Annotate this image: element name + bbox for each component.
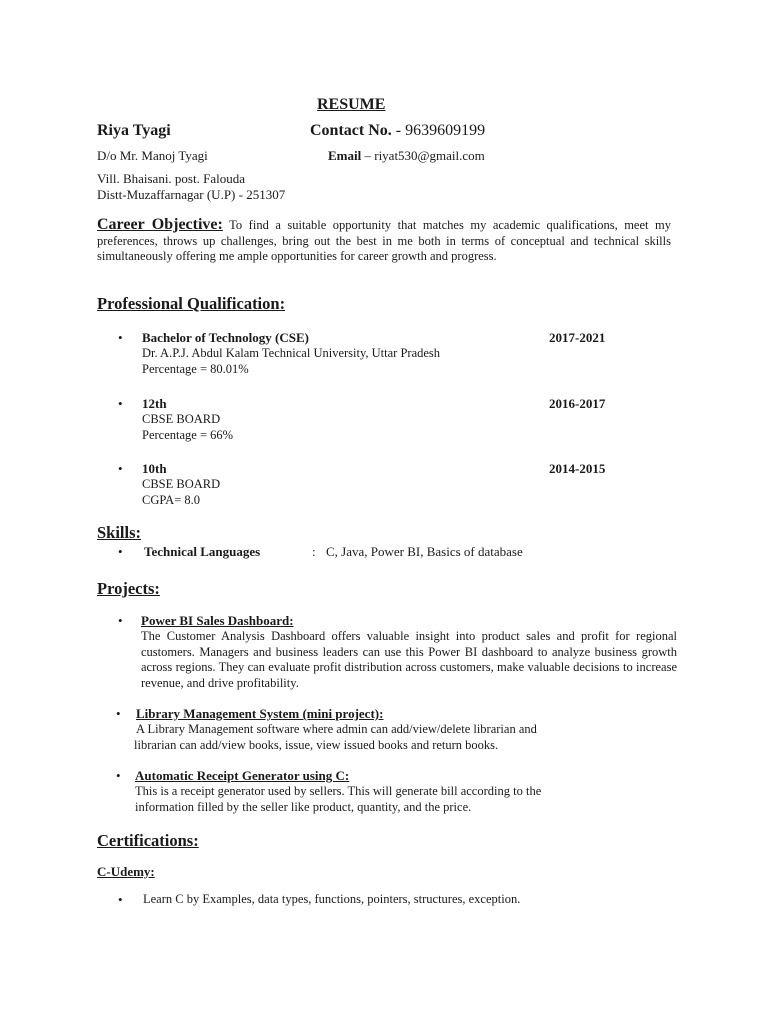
qualification-score: CGPA= 8.0 [142, 493, 200, 507]
bullet-icon: • [118, 461, 123, 476]
qualification-years: 2016-2017 [549, 396, 606, 411]
skills-heading: Skills: [97, 523, 142, 542]
project-description: The Customer Analysis Dashboard offers valuable insight into product sales and profit for regional customers. Managers and business leaders can use this Power BI dashboard to analyze business growth across regions. They can evaluate profit distribution across customers, make valuable decisions to increase revenue, and drive profitability. [141, 629, 677, 690]
certification-item: Learn C by Examples, data types, functions, pointers, structures, exception. [143, 892, 521, 906]
project-title: Power BI Sales Dashboard: [141, 613, 294, 628]
contact-label: Contact No. [310, 122, 392, 139]
qualification-heading: Professional Qualification: [97, 294, 286, 313]
qualification-years: 2014-2015 [549, 461, 606, 476]
qualification-degree: 10th [142, 461, 167, 476]
bullet-icon: • [118, 396, 123, 411]
qualification-institution: CBSE BOARD [142, 412, 221, 426]
email-label: Email [328, 148, 362, 163]
contact-value: - 9639609199 [391, 122, 486, 139]
qualification-degree: 12th [142, 396, 167, 411]
certification-subheading: C-Udemy: [97, 864, 155, 879]
contact-number [310, 122, 485, 140]
email [328, 148, 485, 164]
qualification-score: Percentage = 80.01% [142, 362, 249, 376]
address-line2: Distt-Muzaffarnagar (U.P) - 251307 [97, 187, 286, 202]
skills-label: Technical Languages [144, 544, 261, 559]
career-objective [97, 217, 671, 265]
projects-heading: Projects: [97, 579, 160, 598]
bullet-icon: • [118, 330, 123, 345]
career-objective-label: Career Objective: [97, 216, 223, 233]
skills-value: C, Java, Power BI, Basics of database [326, 544, 523, 559]
bullet-icon: • [118, 613, 123, 628]
skills-separator: : [312, 544, 316, 559]
resume-title: RESUME [317, 96, 386, 113]
bullet-icon: • [118, 892, 123, 907]
qualification-institution: Dr. A.P.J. Abdul Kalam Technical University, Uttar Pradesh [142, 346, 441, 360]
parent-name: D/o Mr. Manoj Tyagi [97, 148, 208, 163]
project-description-line: information filled by the seller like product, quantity, and the price. [135, 800, 472, 814]
project-description-line: A Library Management software where admin can add/view/delete librarian and [136, 722, 537, 736]
bullet-icon: • [116, 768, 121, 783]
qualification-years: 2017-2021 [549, 330, 606, 345]
project-description-line: This is a receipt generator used by sellers. This will generate bill according to the [135, 784, 542, 798]
career-objective-text: To find a suitable opportunity that matches my academic qualifications, meet my preferences, throws up challenges, bring out the best in me both in terms of conceptual and technical skills simultaneously offering me ample opportunities for career growth and progress. [97, 218, 671, 264]
qualification-institution: CBSE BOARD [142, 477, 221, 491]
qualification-score: Percentage = 66% [142, 428, 234, 442]
project-title: Automatic Receipt Generator using C: [135, 768, 350, 783]
address-line1: Vill. Bhaisani. post. Falouda [97, 171, 245, 186]
candidate-name: Riya Tyagi [97, 122, 171, 139]
email-value: – riyat530@gmail.com [361, 148, 485, 163]
project-description-line: librarian can add/view books, issue, view issued books and return books. [134, 738, 499, 752]
project-title: Library Management System (mini project): [136, 706, 384, 721]
qualification-degree: Bachelor of Technology (CSE) [142, 330, 309, 345]
certifications-heading: Certifications: [97, 831, 199, 850]
bullet-icon: • [118, 544, 123, 559]
bullet-icon: • [116, 706, 121, 721]
